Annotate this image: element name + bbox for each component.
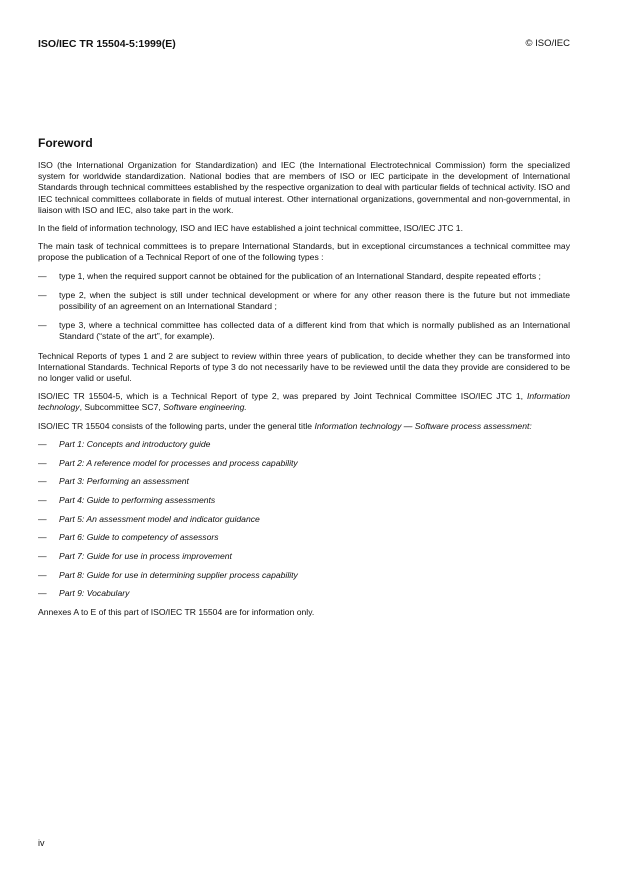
list-item-part-8 <box>38 570 570 581</box>
list-item-part-3 <box>38 476 570 487</box>
paragraph-parts-intro <box>38 421 570 432</box>
page-title: Foreword <box>38 136 93 150</box>
list-item-text: Part 3: Performing an assessment <box>59 476 189 487</box>
list-item-text: Part 9: Vocabulary <box>59 588 130 599</box>
dash-bullet: — <box>38 457 47 468</box>
list-item-text: Part 5: An assessment model and indicator guidance <box>59 513 260 524</box>
list-item-text: Part 8: Guide for use in determining supplier process capability <box>59 569 298 580</box>
list-item-text: Part 4: Guide to performing assessments <box>59 494 216 505</box>
text-run: ISO/IEC TR 15504-5, which is a Technical Report of type 2, was prepared by Joint Technical Committee ISO/IEC JTC 1, <box>38 391 527 402</box>
paragraph-prepared-by <box>38 391 570 413</box>
dash-bullet: — <box>38 494 47 505</box>
list-item-text: type 1, when the required support cannot be obtained for the publication of an International Standard, despite repeated efforts ; <box>59 270 541 281</box>
foreword-section <box>38 136 570 625</box>
dash-bullet: — <box>38 588 47 599</box>
list-item-part-2 <box>38 458 570 469</box>
dash-bullet: — <box>38 438 47 449</box>
paragraph-annexes: Annexes A to E of this part of ISO/IEC TR 15504 are for information only. <box>38 607 315 618</box>
list-item-type-1 <box>38 271 570 282</box>
list-item-part-7 <box>38 551 570 562</box>
dash-bullet: — <box>38 476 47 487</box>
dash-bullet: — <box>38 569 47 580</box>
dash-bullet: — <box>38 320 47 331</box>
list-item-part-9 <box>38 588 570 599</box>
list-item-text: Part 7: Guide for use in process improvement <box>59 551 232 562</box>
list-item-part-5 <box>38 514 570 525</box>
paragraph-jtc1: In the field of information technology, ISO and IEC have established a joint technical committee, ISO/IEC JTC 1. <box>38 223 463 234</box>
list-item-text: type 3, where a technical committee has collected data of a different kind from that which is normally published as an International Standard (“state of the art”, for example). <box>59 320 570 342</box>
list-item-text: type 2, when the subject is still under technical development or where for any other reason there is the future but not immediate possibility of an agreement on an International Standard ; <box>59 289 570 312</box>
list-item-text: Part 1: Concepts and introductory guide <box>59 438 211 449</box>
list-item-part-6 <box>38 532 570 543</box>
dash-bullet: — <box>38 532 47 543</box>
dash-bullet: — <box>38 270 47 281</box>
paragraph-main-task: The main task of technical committees is to prepare International Standards, but in exceptional circumstances a technical committee may propose the publication of a Technical Report of one of the following types : <box>38 241 570 263</box>
text-run: , Subcommittee SC7, <box>79 402 164 413</box>
text-run-italic: Software engineering. <box>163 402 247 413</box>
list-item-part-4 <box>38 495 570 506</box>
copyright-notice: © ISO/IEC <box>525 38 570 49</box>
text-run-italic: Information technology — Software process assessment: <box>314 420 532 431</box>
parts-list <box>38 439 570 600</box>
text-run-italic: Information technology <box>38 391 570 413</box>
dash-bullet: — <box>38 513 47 524</box>
paragraph-intro: ISO (the International Organization for Standardization) and IEC (the International Electrotechnical Commission) form the specialized system for worldwide standardization. National bodies that are members of ISO or IEC participate in the development of International Standards through technical committees established by the respective organization to deal with particular fields of technical activity. ISO and IEC technical committees collaborate in fields of mutual interest. Other international organizations, governmental and non-governmental, in liaison with ISO and IEC, also take part in the work. <box>38 160 570 215</box>
list-item-text: Part 2: A reference model for processes and process capability <box>59 457 298 468</box>
list-item-part-1 <box>38 439 570 450</box>
list-item-type-3 <box>38 320 570 342</box>
page-number: iv <box>38 838 45 848</box>
list-item-text: Part 6: Guide to competency of assessors <box>59 532 219 543</box>
document-id: ISO/IEC TR 15504-5:1999(E) <box>38 38 176 50</box>
text-run: ISO/IEC TR 15504 consists of the following parts, under the general title <box>38 420 315 431</box>
list-item-type-2 <box>38 290 570 312</box>
dash-bullet: — <box>38 551 47 562</box>
dash-bullet: — <box>38 289 47 300</box>
paragraph-review: Technical Reports of types 1 and 2 are subject to review within three years of publication, to decide whether they can be transformed into International Standards. Technical Reports of type 3 do not necessarily have to be reviewed until the data they provide are considered to be no longer valid or useful. <box>38 350 570 384</box>
